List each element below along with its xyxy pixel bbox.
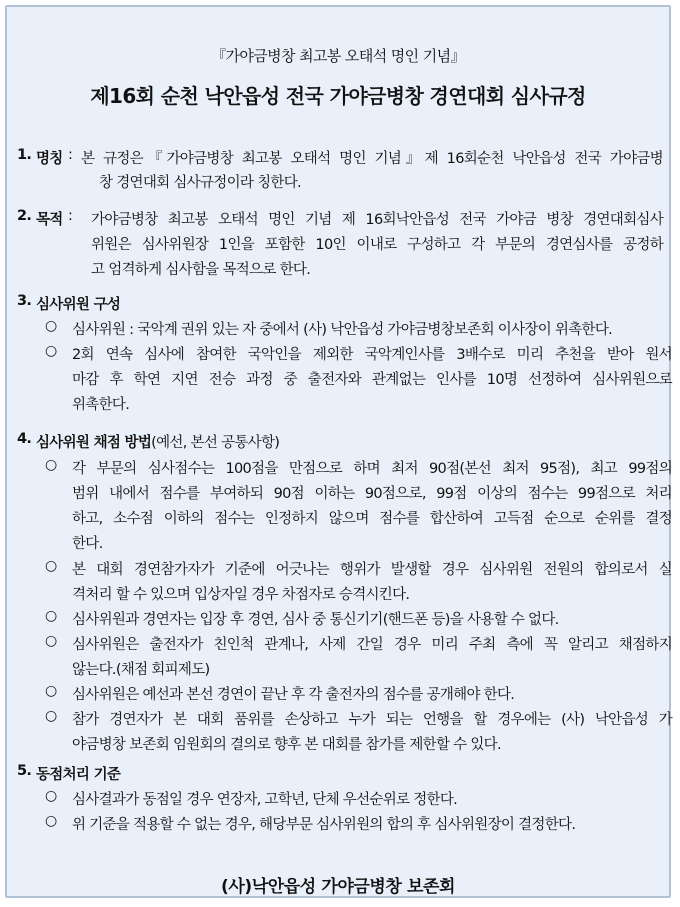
- section-number: 2.: [17, 208, 32, 224]
- section-text-line: 위원은 심사위원장 1인을 포함한 10인 이내로 구성하고 각 부문의 경연심사를 공정하: [91, 237, 663, 253]
- bullet-icon: ○: [45, 457, 57, 473]
- list-item-line: 마감 후 학연 지연 전승 과정 중 출전자와 관계없는 인사를 10명 선정하여 심사위원으로: [72, 372, 672, 388]
- section-text-line: 가야금병창 최고봉 오태석 명인 기념 제 16회낙안읍성 전국 가야금 병창 경연대회심사: [91, 212, 663, 228]
- list-item-line: 야금병창 보존회 임원회의 결의로 향후 본 대회를 참가를 제한할 수 있다.: [72, 737, 501, 753]
- section-label: 명칭: [36, 151, 63, 167]
- list-item-line: 격처리 할 수 있으며 입상자일 경우 차점자로 승격시킨다.: [72, 587, 410, 603]
- list-item-line: 하고, 소수점 이하의 점수는 인정하지 않으며 점수를 합산하여 고득점 순으로 순위를 결정: [72, 511, 672, 527]
- section-number: 5.: [17, 763, 32, 779]
- section-heading-note: (예선, 본선 공통사항): [151, 435, 280, 451]
- document-title: 제16회 순천 낙안읍성 전국 가야금병창 경연대회 심사규정: [90, 84, 586, 108]
- bullet-icon: ○: [45, 608, 57, 624]
- section-colon: :: [68, 147, 73, 163]
- section-heading: [36, 431, 279, 452]
- document-page: [5, 5, 671, 898]
- list-item-line: 심사위원은 예선과 본선 경연이 끝난 후 각 출전자의 점수를 공개해야 한다.: [72, 687, 515, 703]
- list-item-line: 심사위원은 출전자가 친인척 관계나, 사제 간일 경우 미리 주최 측에 꼭 알리고 채점하지: [72, 637, 672, 653]
- document-subtitle: 『가야금병창 최고봉 오태석 명인 기념』: [211, 47, 465, 65]
- list-item-line: 위 기준을 적용할 수 없는 경우, 해당부문 심사위원의 합의 후 심사위원장이 결정한다.: [72, 817, 576, 833]
- list-item-line: 심사결과가 동점일 경우 연장자, 고학년, 단체 우선순위로 정한다.: [72, 792, 458, 808]
- list-item-line: 범위 내에서 점수를 부여하되 90점 이하는 90점으로, 99점 이상의 점수는 99점으로 처리: [72, 486, 672, 502]
- bullet-icon: ○: [45, 683, 57, 699]
- bullet-icon: ○: [45, 708, 57, 724]
- list-item-line: 위촉한다.: [72, 397, 130, 413]
- bullet-icon: ○: [45, 558, 57, 574]
- section-heading: 동점처리 기준: [36, 767, 121, 783]
- bullet-icon: ○: [45, 788, 57, 804]
- section-heading: 심사위원 구성: [36, 297, 121, 313]
- list-item-line: 심사위원 : 국악계 권위 있는 자 중에서 (사) 낙안읍성 가야금병창보존회 이사장이 위촉한다.: [72, 322, 613, 338]
- section-text-line: 창 경연대회 심사규정이라 칭한다.: [99, 175, 301, 191]
- section-colon: :: [68, 208, 73, 224]
- section-number: 1.: [17, 147, 32, 163]
- section-heading-text: 심사위원 채점 방법: [36, 435, 152, 451]
- list-item-line: 참가 경연자가 본 대회 품위를 손상하고 누가 되는 언행을 할 경우에는 (사) 낙안읍성 가: [72, 712, 672, 728]
- list-item-line: 한다.: [72, 536, 103, 552]
- bullet-icon: ○: [45, 813, 57, 829]
- section-label: 목적: [36, 212, 63, 228]
- list-item-line: 각 부문의 심사점수는 100점을 만점으로 하며 최저 90점(본선 최저 95점), 최고 99점의: [72, 461, 672, 477]
- document-footer: (사)낙안읍성 가야금병창 보존회: [220, 877, 456, 897]
- bullet-icon: ○: [45, 343, 57, 359]
- list-item-line: 본 대회 경연참가자가 기준에 어긋나는 행위가 발생할 경우 심사위원 전원의 합의로서 실: [72, 562, 672, 578]
- list-item-line: 심사위원과 경연자는 입장 후 경연, 심사 중 통신기기(핸드폰 등)을 사용할 수 없다.: [72, 612, 559, 628]
- list-item-line: 않는다.(채점 회피제도): [72, 662, 210, 678]
- bullet-icon: ○: [45, 318, 57, 334]
- section-text-line: 고 엄격하게 심사함을 목적으로 한다.: [91, 262, 311, 278]
- section-number: 4.: [17, 431, 32, 447]
- list-item-line: 2회 연속 심사에 참여한 국악인을 제외한 국악계인사를 3배수로 미리 추천을 받아 원서: [72, 347, 672, 363]
- bullet-icon: ○: [45, 633, 57, 649]
- section-number: 3.: [17, 293, 32, 309]
- section-text-line: 본 규정은『가야금병창 최고봉 오태석 명인 기념』제 16회순천 낙안읍성 전국 가야금병: [81, 151, 663, 167]
